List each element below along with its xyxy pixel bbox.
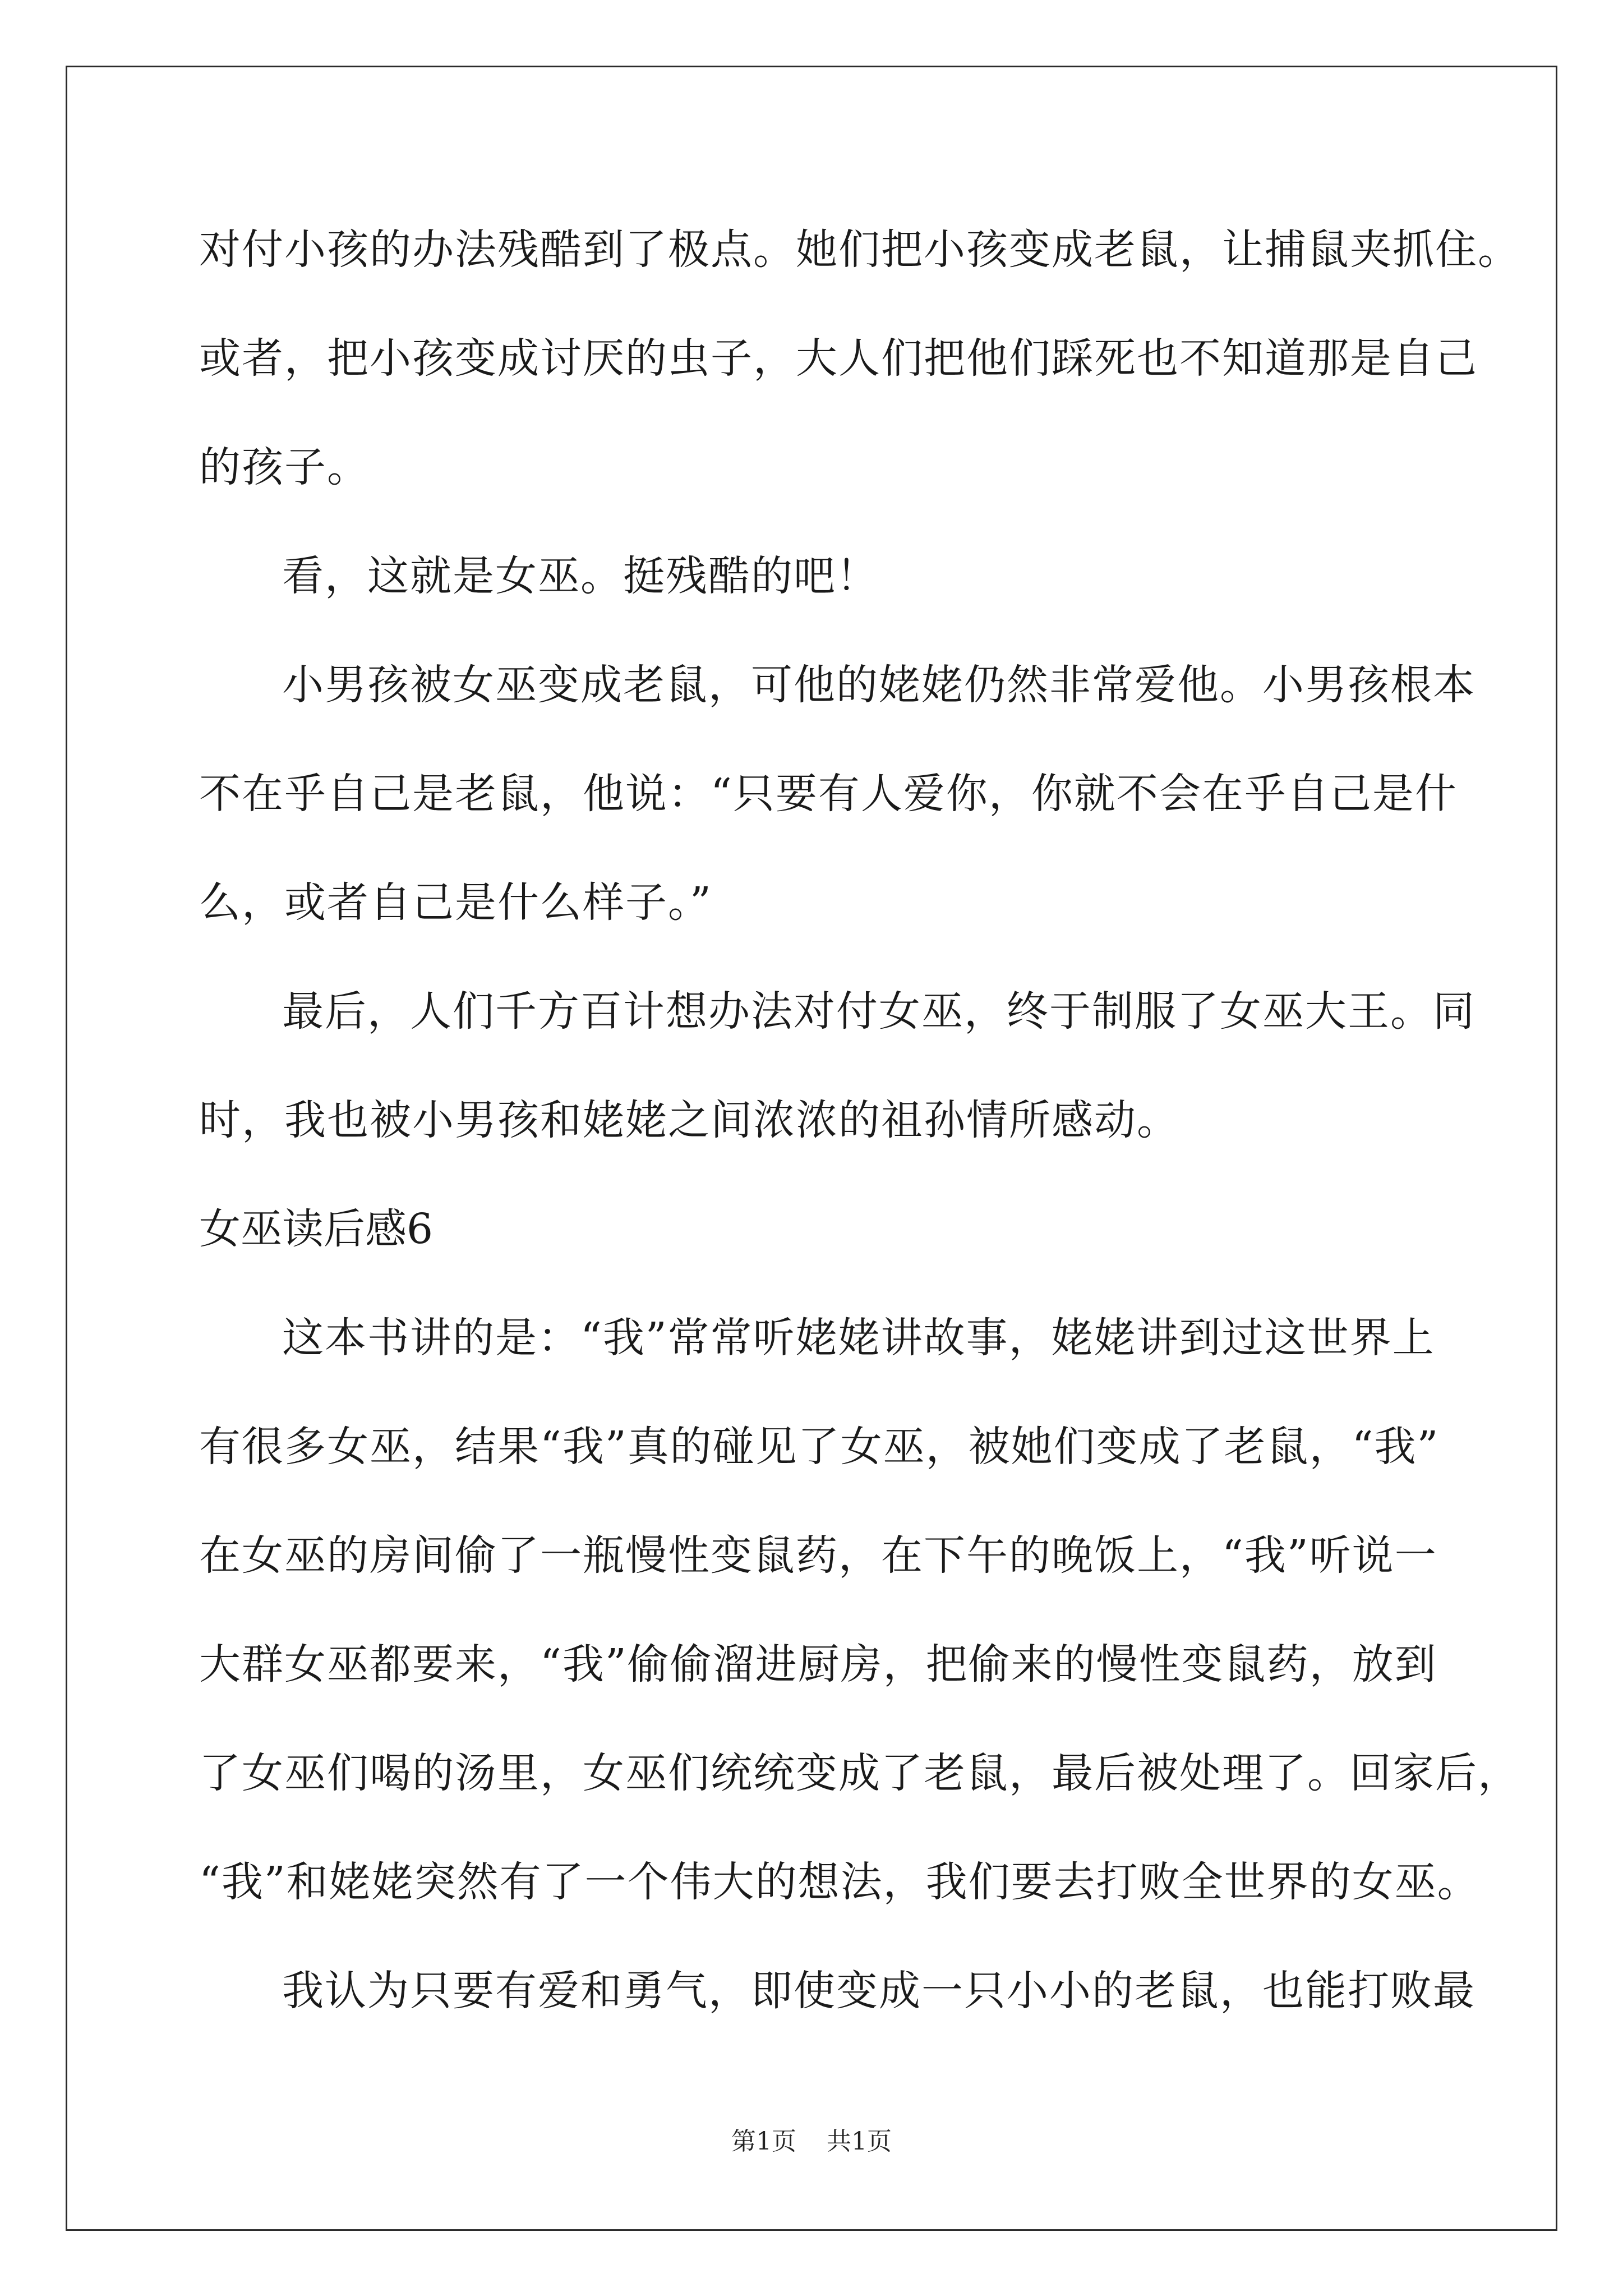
text-line: 么，或者自己是什么样子。”: [199, 878, 712, 927]
text-line: 了女巫们喝的汤里，女巫们统统变成了老鼠，最后被处理了。回家后，: [199, 1749, 1520, 1797]
text-line: 我认为只要有爱和勇气，即使变成一只小小的老鼠，也能打败最: [282, 1967, 1476, 2015]
text-line: 的孩子。: [199, 443, 370, 491]
text-line: 小男孩被女巫变成老鼠，可他的姥姥仍然非常爱他。小男孩根本: [282, 661, 1476, 709]
page-number: 第1页: [731, 2127, 796, 2156]
text-line: 大群女巫都要来，“我”偷偷溜进厨房，把偷来的慢性变鼠药，放到: [199, 1640, 1437, 1688]
text-line: 或者，把小孩变成讨厌的虫子，大人们把他们踩死也不知道那是自己: [199, 334, 1478, 383]
text-line: 对付小孩的办法残酷到了极点。她们把小孩变成老鼠，让捕鼠夹抓住。: [199, 226, 1520, 274]
text-line: “我”和姥姥突然有了一个伟大的想法，我们要去打败全世界的女巫。: [199, 1858, 1480, 1906]
page-total: 共1页: [827, 2127, 892, 2156]
page-footer: [0, 2125, 1623, 2159]
text-line: 看，这就是女巫。挺残酷的吧！: [282, 552, 879, 600]
document-body: [199, 222, 1520, 2072]
text-line: 不在乎自己是老鼠，他说：“只要有人爱你，你就不会在乎自己是什: [199, 770, 1458, 818]
text-line: 有很多女巫，结果“我”真的碰见了女巫，被她们变成了老鼠，“我”: [199, 1423, 1440, 1471]
text-line: 在女巫的房间偷了一瓶慢性变鼠药，在下午的晚饭上，“我”听说一: [199, 1531, 1437, 1580]
text-line: 时，我也被小男孩和姥姥之间浓浓的祖孙情所感动。: [199, 1096, 1179, 1144]
section-heading: 女巫读后感6: [199, 1205, 434, 1253]
text-line: 最后，人们千方百计想办法对付女巫，终于制服了女巫大王。同: [282, 987, 1476, 1036]
text-line: 这本书讲的是：“我”常常听姥姥讲故事，姥姥讲到过这世界上: [282, 1314, 1435, 1362]
